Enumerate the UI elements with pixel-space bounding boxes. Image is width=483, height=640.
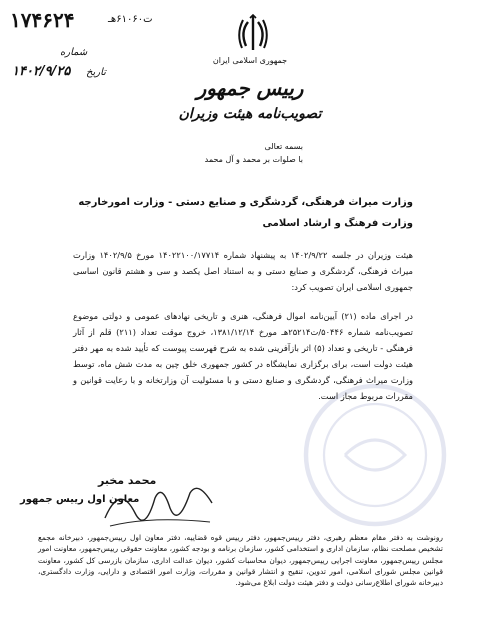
cabinet-approval-title: تصویب‌نامه هیئت وزیران (178, 106, 322, 122)
signatory-title: معاون اول رییس جمهور (20, 494, 140, 505)
salavat: با صلوات بر محمد و آل محمد (204, 155, 303, 164)
body-paragraph-1: هیئت وزیران در جلسه ۱۴۰۲/۹/۲۲ به پیشنهاد شماره ۱۴۰۲۲۱۰۰/۱۷۷۱۴ مورخ ۱۴۰۲/۹/۵ وزارت میراث فرهنگی، گردشگری و صنایع دستی و به استناد اصل یکصد و سی و هشتم قانون اساسی جمهوری اسلامی ایران تصویب کرد: (73, 250, 413, 292)
addressee-line-1: وزارت میراث فرهنگی، گردشگری و صنایع دستی - وزارت امورخارجه (78, 197, 413, 208)
body-paragraph-2: در اجرای ماده (۲۱) آیین‌نامه اموال فرهنگی، هنری و تاریخی نهادهای عمومی و دولتی موضوع تصویب‌نامه شماره ۵۰۴۴۶/ت۲۵۲۱۴هـ مورخ ۱۳۸۱/۱۲/۱۴، خروج موقت تعداد (۲۱۱) قلم از آثار فرهنگی - تاریخی و تعداد (۵) اثر بازآفرینی شده به شرح فهرست پیوست که تأیید شده به مهر دفتر هیئت دولت است، برای برگزاری نمایشگاه در کشور جمهوری خلق چین به مدت شش ماه، توسط وزارت میراث فرهنگی، گردشگری و صنایع دستی و با مسئولیت آن وزارتخانه و با رعایت قوانین و مقررات مربوط مجاز است. (73, 311, 413, 401)
iran-emblem-icon (236, 14, 270, 54)
bismillah: بسمه تعالی (264, 142, 303, 151)
signatory-name: محمد مخبر (98, 474, 157, 487)
date-label: تاریخ (86, 67, 106, 78)
number-label: شماره (60, 47, 88, 58)
reference-code: ت۶۱۰۶۰هـ (108, 14, 153, 25)
country-line: جمهوری اسلامی ایران (212, 56, 288, 65)
president-title: رییس جمهور (196, 76, 304, 100)
date-value: ۱۴۰۲/۹/۲۵ (12, 64, 71, 79)
serial-number: ۱۷۴۶۲۴ (10, 8, 75, 32)
addressee-line-2: وزارت فرهنگ و ارشاد اسلامی (262, 218, 413, 229)
distribution-list: رونوشت به دفتر مقام معظم رهبری، دفتر رییس‌جمهور، دفتر رییس قوه قضاییه، دفتر معاون اول رییس‌جمهور، دبیرخانه مجمع تشخیص مصلحت نظام، سازمان اداری و استخدامی کشور، سازمان برنامه و بودجه کشور، معاونت حقوقی رییس‌جمهور، معاونت امور مجلس رییس‌جمهور، معاونت اجرایی رییس‌جمهور، دیوان محاسبات کشور، دیوان عدالت اداری، سازمان بازرسی کل کشور، معاونت قوانین مجلس شورای اسلامی، امور تدوین، تنقیح و انتشار قوانین و مقررات، وزارت امور اقتصادی و دارایی، وزارت دادگستری، دبیرخانه شورای اطلاع‌رسانی دولت و دفتر هیئت دولت ابلاغ می‌شود. (38, 533, 443, 588)
signature-scribble-icon (100, 478, 220, 538)
